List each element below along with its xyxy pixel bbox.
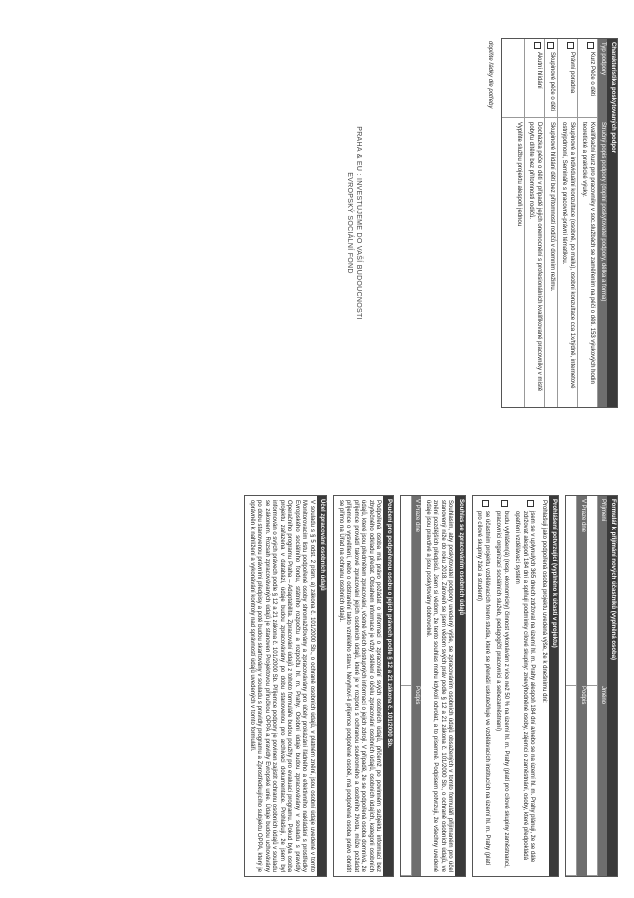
section-title: Prohlášení potvrzující (vyplněno k účasti v projektu) bbox=[549, 496, 559, 876]
row-text: Skupinové hlídání dětí bez přítomnosti rodičů v domním režimu. bbox=[549, 122, 555, 292]
section-title: Účel zpracování osobních údajů bbox=[317, 496, 327, 876]
table-row bbox=[525, 39, 545, 407]
section-text: Podpořená osoba má právo požádat o informaci o zpracování svých osobních údajů, přičemž po povinném subjektu informaci bez zbytečného odkladu předat. Obsahem informace je vždy sdělení o účelu zpracování osobních údajů, osobních údajích, kategorii osobních údajů, které jsou předmětem zpracování, včetně všech dostupných informací o jejich zdroji. V případě, že se podpořená osoba domnívá, že příjemce provádí takové zpracování jejích osobních údajů, které je v rozporu s ochranou soukromého a osobního života, může požádat příjemce o vysvětlení, nebo o odstranění takto vzniklého stavu. Nevyhoví-li příjemce podpořené osobě, má podpořená osoba právo obrátit se přímo na Úřad na ochranu osobních údajů. bbox=[338, 500, 382, 872]
checkbox[interactable] bbox=[528, 500, 535, 507]
row-text: Vyplňte službu projektu alespoň jednou bbox=[516, 122, 522, 227]
signature-input[interactable] bbox=[567, 686, 577, 876]
name-input[interactable] bbox=[587, 686, 597, 876]
footer-line-2: EVROPSKÝ SOCIÁLNÍ FOND bbox=[345, 172, 353, 274]
field-date: V Praze dne bbox=[580, 499, 586, 533]
checkbox[interactable] bbox=[534, 42, 541, 49]
section-title: Poučení pro podpořenou osobu o jejích právech podle § 12 a 21 zákona č. 101/2000 Sb. bbox=[384, 496, 394, 876]
section-text: V souladu s § 5 odst. 2 písm. a) zákona č. 101/2000 Sb., o ochraně osobních údajů, v platném znění, jsou osobní údaje uvedené v tomto Monitorovacím listu podpořené osoby shromažďovány a zpracovávány pro účely prokázání řádného a efektivního nakládání s prostředky Evropského sociálního fondu, státního rozpočtu a rozpočtu hl. m. Prahy. Osobní údaje budou zpracovávány v souladu s pravidly Operačního programu Praha – Adaptabilita. Zpracování údajů z tohoto formuláře budou použity pro evaluaci programu. Pokud byla osoba projektu zařazena v databázi, údaje budou zpracovávány po dobu stanovenou pro archivaci dokumentace. Prohlašuji, že jsem byl informován o svých právech podle § 12 a 21 zákona č. 101/2000 Sb. Příjemce podpory je povinen zajistit ochranu osobních údajů v souladu se zákonem. Rozsah zpracovávaných údajů je stanoven Projektovou příručkou OPPA a pravidly Evropské unie. Údaje budou uchovávány po dobu stanovenou právními předpisy a poté budou skartovány v souladu s pravidly programu a Zprostředkujícího subjektu OPPA, který je oprávněn k nahlížení a vykonávání kontroly nad správností údajů uvedených v tomto formuláři. bbox=[249, 500, 315, 872]
table-row bbox=[545, 39, 558, 407]
field-name: Jméno bbox=[600, 686, 607, 705]
declaration-section bbox=[472, 495, 560, 877]
signature-input[interactable] bbox=[401, 686, 411, 876]
check-text: se účastním projektu vzdělávacích forem studia, které se přenáší uskutečňuje ve vzdělávacích institucích na území hl. m. Prahy (platí pro cílové skupiny žáci a studenti) bbox=[476, 511, 490, 866]
field-signature: Podpis bbox=[414, 686, 421, 705]
row-label: Skupinové péče o děti bbox=[549, 52, 555, 112]
col-type: Typ podpory bbox=[600, 42, 607, 76]
table-row bbox=[578, 39, 598, 407]
support-table bbox=[501, 38, 618, 408]
section-text: Prohlašuji jako podpořená osoba projektu uvedená výše, že k dnešnímu dni: bbox=[541, 500, 547, 703]
row-text: Kvalifikační kurz pro pracovníky v soc.službách se zaměřením na péči o děti. 153 výukových hodin teoretické a praktické výuky. bbox=[581, 122, 595, 384]
date-input[interactable] bbox=[401, 496, 411, 686]
support-characteristics bbox=[344, 38, 618, 408]
consent-section bbox=[400, 495, 466, 877]
check-text: budu vyhlášen(á) (resp. ekonomicky) činnost vykonávám z více než 50 % na území hl. m. Prahy (platí pro cílové skupiny zaměstnanci, pracovníci organizací sociálních služeb, pedagogičtí pracovníci a sebezaměstnaní) bbox=[495, 511, 509, 868]
check-text: jsem se v uplynulých 365 dnech zdržoval na území hl. m. Prahy alespoň 184 dní a/nebo se na území hl. m. Prahy plánuji, že se dále zdržovat alespoň 184 dní a splňuji podmínky cílové skupiny: znevýhodněné osoby, zájemci o zaměstnání, osoby, které předpokládá opatření vzdělávací systém bbox=[514, 511, 536, 863]
row-text: Skupinové a individuální konzultace (osobně, po mailu), osobní konzultace cca 1x/týdně, internetové ostnýpdmoní, Semináře s pracovně-právní tématikou. bbox=[561, 122, 575, 389]
table-row bbox=[558, 39, 578, 407]
field-surname: Příjmení bbox=[600, 499, 607, 522]
field-date: V Praze dne bbox=[414, 499, 421, 533]
row-text: Docházka péče o děti v případě jejich onemocnění s profesionálních kvalifikované pracovníky v místě pobytu dítěte bez přítomnosti rodičů. bbox=[528, 122, 542, 392]
checkbox[interactable] bbox=[482, 500, 489, 507]
field-signature: Podpis bbox=[580, 686, 586, 705]
support-table-subheader bbox=[598, 39, 608, 407]
rights-section bbox=[334, 495, 395, 877]
eu-footer bbox=[344, 38, 364, 408]
row-label: Akutní hlídání bbox=[536, 52, 542, 89]
form-identity bbox=[566, 495, 619, 877]
section-text: Souhlasím, aby poskytovatel podpory uvedený výše, se zpracováním osobních údajů obsažených v tomto formuláři přijímaném pro účel stanovený níže do roku 2018. Zároveň se jsem vědom svých práv podle § 12 a 21 zákona č. 101/2000 Sb., o ochraně osobních údajů, ve znění pozdějších předpisů. Jsem si vědom, že tento souhlas mohu kdykoli odvolat, a to písemně. Podpisem potvrzuji, že všechny uvedené údaje jsou pravdivé a jsou poskytovány dobrovolně. bbox=[425, 500, 454, 872]
purpose-section bbox=[245, 495, 328, 877]
section-title: Souhlas se zpracováním osobních údajů bbox=[456, 496, 466, 876]
checkbox[interactable] bbox=[567, 42, 574, 49]
support-table-header: Charakteristika poskytovaných podpor bbox=[608, 39, 618, 407]
checkbox[interactable] bbox=[501, 500, 508, 507]
row-label: Kurz Péče o děti bbox=[589, 52, 595, 97]
surname-input[interactable] bbox=[587, 496, 597, 686]
form-header: Formulář k přijímání nových účastníků (vyplněná osoba) bbox=[608, 496, 618, 876]
date-input[interactable] bbox=[567, 496, 577, 686]
footer-line-1: PRAHA & EU : INVESTUJEME DO VAŠÍ BUDOUCNOSTI bbox=[355, 126, 363, 320]
col-description: Stručný popis podpory (doplní poskytovatel podpory, délka a forma) bbox=[600, 122, 607, 302]
table-row bbox=[502, 39, 525, 407]
participant-form bbox=[239, 495, 619, 877]
row-label: Právní poradna bbox=[569, 52, 575, 94]
checkbox[interactable] bbox=[587, 42, 594, 49]
checkbox[interactable] bbox=[547, 42, 554, 49]
table-note: doplňte řádky dle potřeby bbox=[487, 41, 493, 109]
